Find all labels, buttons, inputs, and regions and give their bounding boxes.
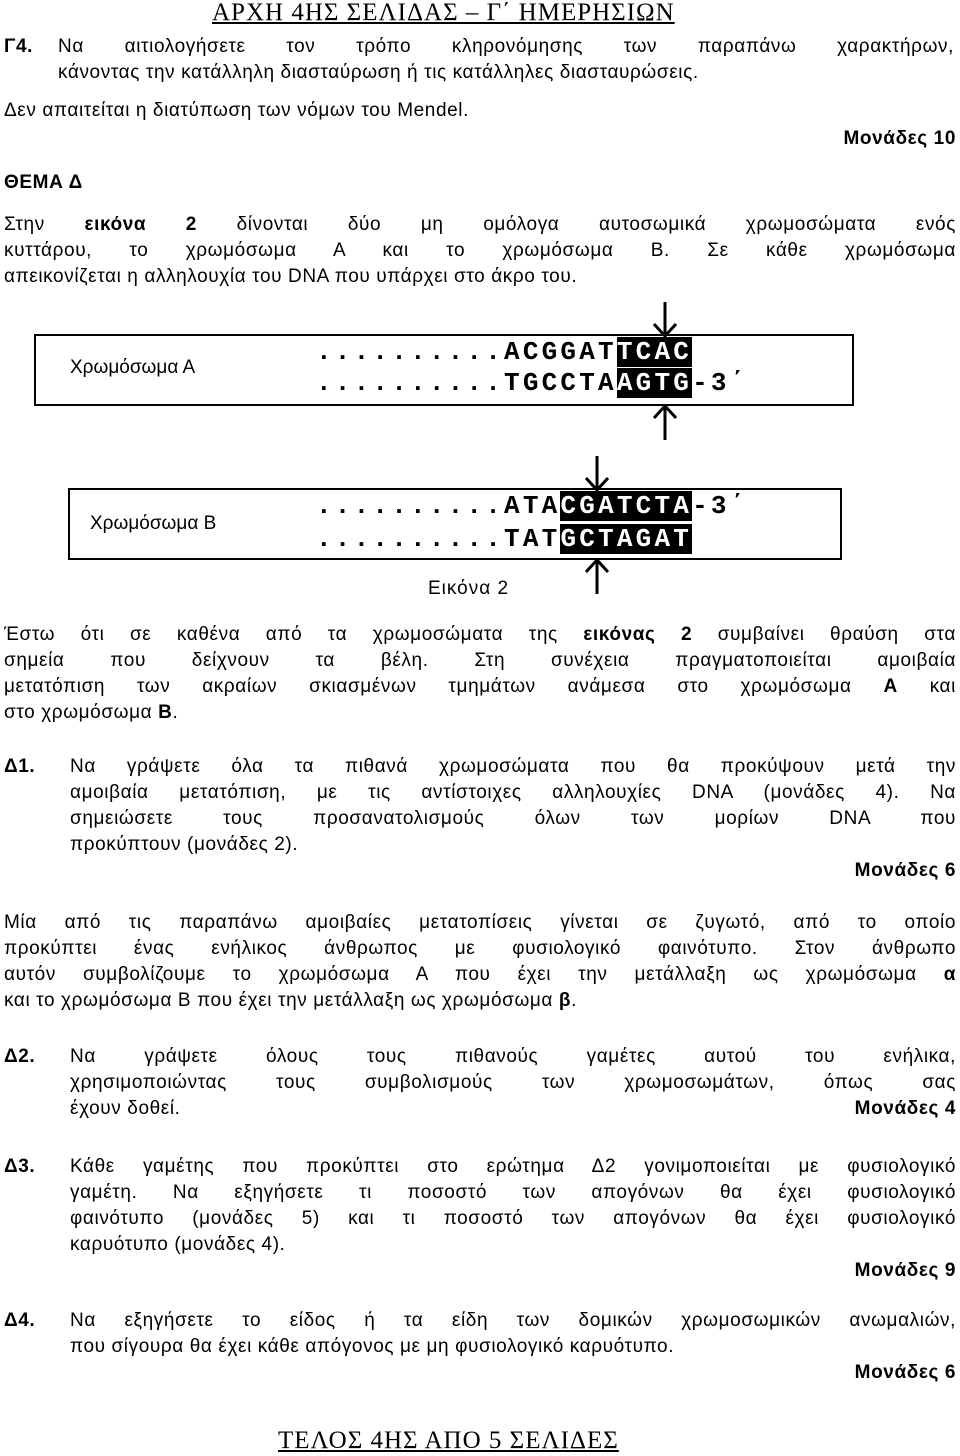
sequence-end: -3΄ <box>692 491 749 521</box>
para1-line-3 <box>4 674 956 700</box>
chromosome-a-label: Χρωμόσωμα Α <box>70 357 196 378</box>
d3-marks: Μονάδες 9 <box>854 1260 956 1281</box>
para1-line-4 <box>4 700 178 726</box>
d4-line-1: Να εξηγήσετε το είδος ή τα είδη των δομικών χρωμοσωμικών ανωμαλιών, <box>70 1310 956 1331</box>
para1-line-2: σημεία που δείχνουν τα βέλη. Στη συνέχεια πραγματοποιείται αμοιβαία <box>4 650 956 671</box>
d1-line-4: προκύπτουν (μονάδες 2). <box>70 834 299 855</box>
intro-text: Στην <box>4 214 45 235</box>
para1-line-1 <box>4 622 956 648</box>
para2-line-4 <box>4 988 577 1014</box>
d1-line-3: σημειώσετε τους προσανατολισμούς όλων των μορίων DNA που <box>70 808 956 829</box>
d2-line-1: Να γράψετε όλους τους πιθανούς γαμέτες αυτού του ενήλικα, <box>70 1046 956 1067</box>
para-text: . <box>172 702 179 723</box>
figure-ref: εικόνα 2 <box>84 214 197 235</box>
chromosome-ref: Α <box>883 676 898 697</box>
question-d4-label: Δ4. <box>4 1310 36 1331</box>
question-d2-label: Δ2. <box>4 1046 36 1067</box>
question-d1-label: Δ1. <box>4 756 36 777</box>
chromosome-symbol: α <box>943 964 956 985</box>
chromosome-a-top-strand <box>316 337 692 367</box>
para2-line-1: Μία από τις παραπάνω αμοιβαίες μετατοπίσεις γίνεται σε ζυγωτό, από το οποίο <box>4 912 956 933</box>
d1-marks: Μονάδες 6 <box>854 860 956 881</box>
para-text: στο χρωμόσωμα <box>4 702 153 723</box>
intro-line-3: απεικονίζεται η αλληλουχία του DNA που υπάρχει στο άκρο του. <box>4 266 578 287</box>
chromosome-symbol: β <box>558 990 572 1011</box>
d4-marks: Μονάδες 6 <box>854 1362 956 1383</box>
sequence-shaded: TCAC <box>616 337 693 367</box>
figure-ref: εικόνας 2 <box>583 624 693 645</box>
d1-line-1: Να γράψετε όλα τα πιθανά χρωμοσώματα που θα προκύψουν μετά την <box>70 756 956 777</box>
question-g4-label: Γ4. <box>4 36 34 57</box>
d2-line-3: έχουν δοθεί. <box>70 1098 181 1119</box>
intro-text: δίνονται δύο μη ομόλογα αυτοσωμικά χρωμοσώματα ενός <box>236 214 956 235</box>
d4-line-2: που σίγουρα θα έχει κάθε απόγονος με μη φυσιολογικό καρυότυπο. <box>70 1336 675 1357</box>
g4-marks: Μονάδες 10 <box>843 128 956 149</box>
chromosome-ref: Β <box>158 702 173 723</box>
question-d3-label: Δ3. <box>4 1156 36 1177</box>
sequence-plain: ..........ATA <box>316 491 561 521</box>
figure-caption: Εικόνα 2 <box>428 578 510 599</box>
d3-line-3: φαινότυπο (μονάδες 5) και τι ποσοστό των απογόνων θα έχει φυσιολογικό <box>70 1208 956 1229</box>
para-text: μετατόπιση των ακραίων σκιασμένων τμημάτων ανάμεσα στο χρωμόσωμα <box>4 676 852 697</box>
g4-line-2: κάνοντας την κατάλληλη διασταύρωση ή τις κατάλληλες διασταυρώσεις. <box>58 62 699 83</box>
intro-line-2: κυττάρου, το χρωμόσωμα Α και το χρωμόσωμα Β. Σε κάθε χρωμόσωμα <box>4 240 956 261</box>
sequence-end: -3΄ <box>692 368 749 398</box>
sequence-shaded: AGTG <box>616 368 693 398</box>
page-footer: ΤΕΛΟΣ 4ΗΣ ΑΠΟ 5 ΣΕΛΙΔΕΣ <box>278 1427 619 1454</box>
chromosome-b-bottom-strand <box>316 524 692 554</box>
sequence-shaded: CGATCTA <box>560 491 693 521</box>
page-header: ΑΡΧΗ 4ΗΣ ΣΕΛΙΔΑΣ – Γ΄ ΗΜΕΡΗΣΙΩΝ <box>212 0 675 26</box>
sequence-plain: ..........ACGGAT <box>316 337 617 367</box>
para-text: . <box>571 990 577 1011</box>
para2-line-3 <box>4 962 956 988</box>
chromosome-b-label: Χρωμόσωμα Β <box>90 513 217 534</box>
chromosome-b-top-strand <box>316 491 748 521</box>
d2-line-2: χρησιμοποιώντας τους συμβολισμούς των χρωμοσωμάτων, όπως σας <box>70 1072 956 1093</box>
g4-line-1: Να αιτιολογήσετε τον τρόπο κληρονόμησης των παραπάνω χαρακτήρων, <box>58 36 954 57</box>
para2-line-2: προκύπτει ένας ενήλικος άνθρωπος με φυσιολογικό φαινότυπο. Στον άνθρωπο <box>4 938 956 959</box>
para-text: και <box>929 676 956 697</box>
sequence-plain: ..........TGCCTA <box>316 368 617 398</box>
para-text: και το χρωμόσωμα Β που έχει την μετάλλαξη ως χρωμόσωμα <box>4 990 554 1011</box>
d3-line-2: γαμέτη. Να εξηγήσετε τι ποσοστό των απογόνων θα έχει φυσιολογικό <box>70 1182 956 1203</box>
intro-line-1 <box>4 212 956 238</box>
para-text: Έστω ότι σε καθένα από τα χρωμοσώματα της <box>4 624 558 645</box>
break-arrow-down-icon <box>650 300 680 340</box>
sequence-plain: ..........TAT <box>316 524 561 554</box>
d1-line-2: αμοιβαία μετατόπιση, με τις αντίστοιχες αλληλουχίες DNA (μονάδες 4). Να <box>70 782 956 803</box>
d2-marks: Μονάδες 4 <box>854 1098 956 1119</box>
para-text: συμβαίνει θραύση στα <box>717 624 956 645</box>
break-arrow-down-icon <box>582 454 612 494</box>
d3-line-4: καρυότυπο (μονάδες 4). <box>70 1234 286 1255</box>
sequence-shaded: GCTAGAT <box>560 524 693 554</box>
break-arrow-up-icon <box>650 402 680 442</box>
d3-line-1: Κάθε γαμέτης που προκύπτει στο ερώτημα Δ2 γονιμοποιείται με φυσιολογικό <box>70 1156 956 1177</box>
g4-line-3: Δεν απαιτείται η διατύπωση των νόμων του Mendel. <box>4 100 470 121</box>
break-arrow-up-icon <box>582 556 612 596</box>
chromosome-a-bottom-strand <box>316 368 748 398</box>
section-title: ΘΕΜΑ Δ <box>4 172 83 193</box>
para-text: αυτόν συμβολίζουμε το χρωμόσωμα Α που έχει την μετάλλαξη ως χρωμόσωμα <box>4 964 917 985</box>
